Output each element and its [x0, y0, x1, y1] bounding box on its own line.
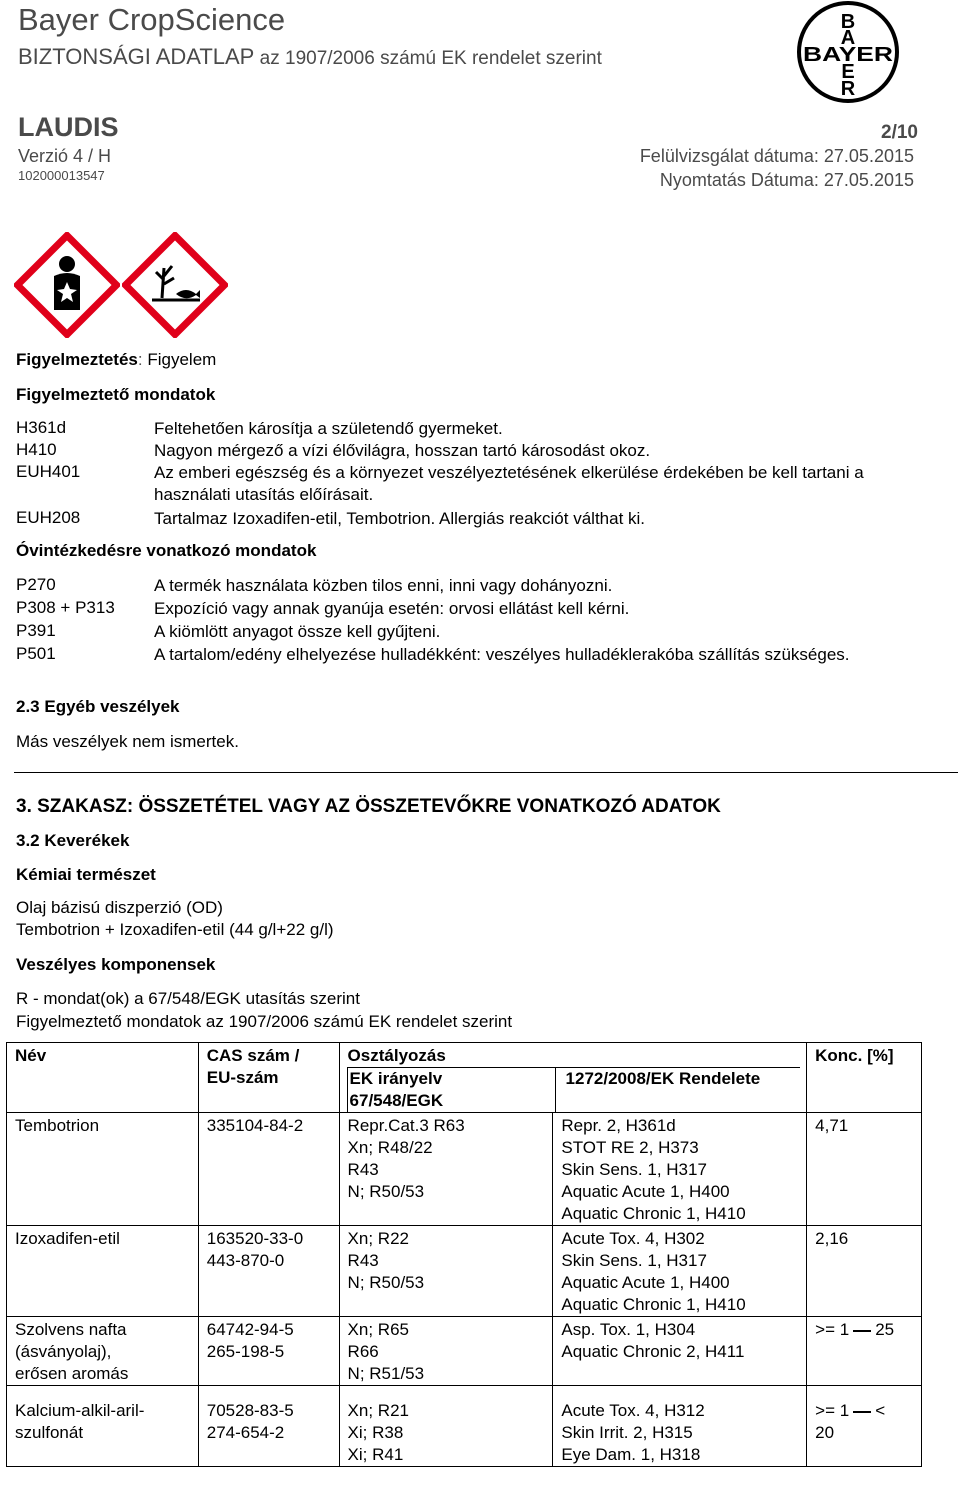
hazard-code: EUH208 — [16, 508, 81, 527]
component-cas: 163520-33-0 443-870-0 — [198, 1226, 339, 1317]
section3-subheading: 3.2 Keverékek — [16, 831, 130, 850]
component-conc: >= 1 < 20 — [807, 1386, 922, 1467]
signal-colon: : — [137, 350, 143, 369]
component-conc: 4,71 — [807, 1113, 922, 1226]
component-directive: Xn; R22 R43 N; R50/53 — [339, 1226, 553, 1317]
precaution-code: P270 — [16, 575, 56, 594]
other-hazards-text: Más veszélyek nem ismertek. — [16, 732, 239, 751]
component-conc: >= 1 25 — [807, 1317, 922, 1386]
print-date: Nyomtatás Dátuma: 27.05.2015 — [659, 170, 914, 190]
precaution-text: A termék használata közben tilos enni, inni vagy dohányozni. — [154, 576, 613, 595]
chem-line: Tembotrion + Izoxadifen-etil (44 g/l+22 g/l) — [16, 920, 334, 939]
component-directive: Xn; R21 Xi; R38 Xi; R41 — [339, 1386, 553, 1467]
precaution-text: A tartalom/edény elhelyezése hulladékként: veszélyes hulladéklerakóba szállítás szükséges. — [154, 645, 850, 664]
dangerous-heading: Veszélyes komponensek — [16, 955, 216, 974]
range-dash — [853, 1411, 871, 1413]
hazard-text: Az emberi egészség és a környezet veszélyeztetésének elkerülése érdekében be kell tartani a használati utasítás előírásait. — [154, 463, 864, 504]
version: Verzió 4 / H — [18, 146, 112, 166]
svg-text:A: A — [840, 27, 856, 49]
component-cas: 64742-94-5 265-198-5 — [198, 1317, 339, 1386]
sds-title — [18, 44, 602, 70]
component-cas: 70528-83-5 274-654-2 — [198, 1386, 339, 1467]
component-regulation: Acute Tox. 4, H302 Skin Sens. 1, H317 Aquatic Acute 1, H400 Aquatic Chronic 1, H410 — [553, 1226, 807, 1317]
svg-text:E: E — [841, 61, 855, 83]
page-number: 2/10 — [881, 122, 918, 143]
table-row — [7, 1226, 922, 1317]
hazard-text: Nagyon mérgező a vízi élővilágra, hosszan tartó károsodást okoz. — [154, 441, 651, 460]
revision-date: Felülvizsgálat dátuma: 27.05.2015 — [639, 146, 914, 166]
chem-line: Olaj bázisú diszperzió (OD) — [16, 898, 223, 917]
precaution-heading: Óvintézkedésre vonatkozó mondatok — [16, 541, 317, 560]
hazard-code: EUH401 — [16, 462, 81, 481]
component-name: Szolvens nafta (ásványolaj), erősen aromás — [7, 1317, 199, 1386]
table-row — [7, 1386, 922, 1467]
components-table — [6, 1042, 922, 1467]
hazard-text: Tartalmaz Izoxadifen-etil, Tembotrion. Allergiás reakciót válthat ki. — [154, 509, 646, 528]
svg-text:B: B — [840, 11, 856, 33]
component-regulation: Asp. Tox. 1, H304 Aquatic Chronic 2, H411 — [553, 1317, 807, 1386]
table-row — [7, 1113, 922, 1226]
hazard-code: H361d — [16, 418, 67, 437]
bayer-logo — [796, 0, 900, 109]
component-name: Tembotrion — [7, 1113, 199, 1226]
hazard-text: Feltehetően károsítja a születendő gyermeket. — [154, 419, 503, 438]
hazard-code: H410 — [16, 440, 57, 459]
h-phrases-note: Figyelmeztető mondatok az 1907/2006 számú EK rendelet szerint — [16, 1012, 513, 1031]
precaution-code: P501 — [16, 644, 56, 663]
r-phrases-note: R - mondat(ok) a 67/548/EGK utasítás szerint — [16, 989, 360, 1008]
hazard-heading: Figyelmeztető mondatok — [16, 385, 216, 404]
product-name: LAUDIS — [18, 112, 119, 142]
component-cas: 335104-84-2 — [198, 1113, 339, 1226]
section3-title: 3. SZAKASZ: ÖSSZETÉTEL VAGY AZ ÖSSZETEVŐKRE VONATKOZÓ ADATOK — [16, 796, 721, 817]
signal-word — [16, 350, 216, 370]
component-directive: Repr.Cat.3 R63 Xn; R48/22 R43 N; R50/53 — [339, 1113, 553, 1226]
header-directive: EK irányelv 67/548/EGK — [347, 1067, 556, 1112]
other-hazards-heading: 2.3 Egyéb veszélyek — [16, 697, 180, 716]
component-directive: Xn; R65 R66 N; R51/53 — [339, 1317, 553, 1386]
precaution-text: Expozíció vagy annak gyanúja esetén: orvosi ellátást kell kérni. — [154, 599, 630, 618]
signal-label: Figyelmeztetés — [16, 350, 138, 369]
section-divider — [14, 772, 958, 773]
header-name: Név — [7, 1043, 199, 1113]
component-conc: 2,16 — [807, 1226, 922, 1317]
chem-heading: Kémiai természet — [16, 865, 156, 884]
table-row — [7, 1317, 922, 1386]
component-name: Kalcium-alkil-aril- szulfonát — [7, 1386, 199, 1467]
environment-icon — [122, 232, 228, 343]
sds-title-main: BIZTONSÁGI ADATLAP — [18, 44, 255, 69]
component-regulation: Repr. 2, H361d STOT RE 2, H373 Skin Sens. 1, H317 Aquatic Acute 1, H400 Aquatic Chronic 1, H410 — [553, 1113, 807, 1226]
range-dash — [853, 1330, 871, 1332]
header-conc: Konc. [%] — [807, 1043, 922, 1113]
sds-regulation: az 1907/2006 számú EK rendelet szerint — [259, 48, 602, 69]
header-regulation: 1272/2008/EK Rendelete — [556, 1067, 801, 1112]
header-cas: CAS szám / EU-szám — [198, 1043, 339, 1113]
precaution-text: A kiömlött anyagot össze kell gyűjteni. — [154, 622, 441, 641]
company-name: Bayer CropScience — [18, 2, 286, 37]
table-header-row — [7, 1043, 922, 1113]
document-number: 102000013547 — [18, 168, 105, 183]
precaution-code: P308 + P313 — [16, 598, 115, 617]
precaution-code: P391 — [16, 621, 56, 640]
header-classification: Osztályozás EK irányelv 67/548/EGK 1272/2008/EK Rendelete — [339, 1043, 807, 1113]
signal-value: Figyelem — [147, 350, 217, 369]
svg-text:R: R — [840, 78, 856, 100]
component-name: Izoxadifen-etil — [7, 1226, 199, 1317]
health-hazard-icon — [14, 232, 120, 343]
component-regulation: Acute Tox. 4, H312 Skin Irrit. 2, H315 Eye Dam. 1, H318 — [553, 1386, 807, 1467]
svg-text:BAYER: BAYER — [803, 44, 894, 66]
